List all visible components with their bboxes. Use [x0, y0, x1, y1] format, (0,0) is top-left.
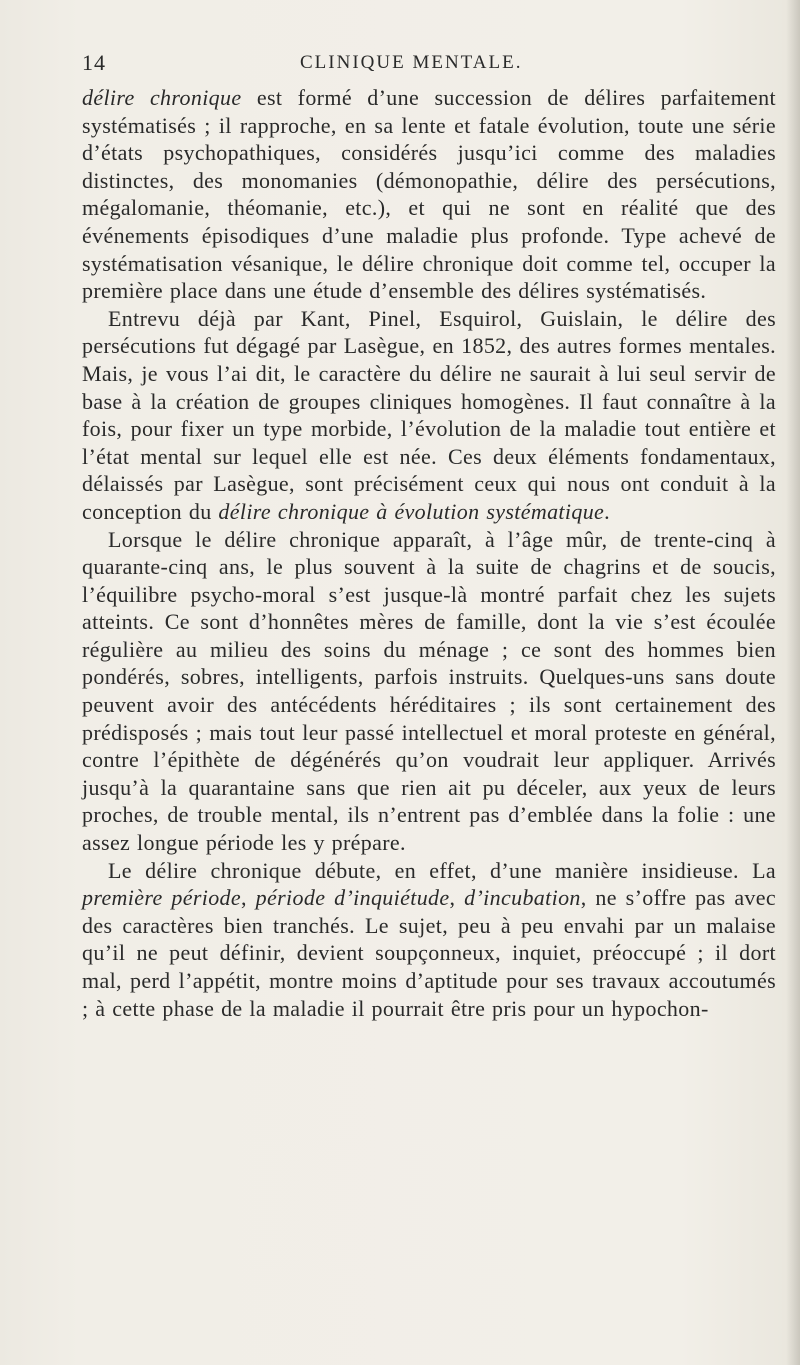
text-segment: ,	[449, 885, 465, 911]
body-text	[82, 84, 776, 1022]
text-segment: Entrevu déjà par Kant, Pinel, Esquirol, Guislain, le délire des persécutions fut dégagé par Lasègue, en 1852, des autres formes mentales. Mais, je vous l’ai dit, le caractère du délire ne saurait à lui seul servir de base à la création de groupes cliniques homogènes. Il faut connaître à la fois, pour fixer un type morbide, l’évolution de la maladie tout entière et l’état mental sur lequel elle est née. Ces deux éléments fondamentaux, délaissés par Lasègue, sont précisément ceux qui nous ont conduit à la conception du	[82, 305, 776, 524]
text-segment: , ne s’offre pas avec des caractères bien tranchés. Le sujet, peu à peu envahi par un malaise qu’il ne peut définir, devient soupçonneux, inquiet, préoccupé ; il dort mal, perd l’appétit, montre moins d’aptitude pour ses travaux accoutumés ; à cette phase de la maladie il pourrait être pris pour un hypochon-	[82, 885, 777, 1021]
text-segment: période d’inquiétude	[255, 885, 450, 911]
text-segment: Lorsque le délire chronique apparaît, à l’âge mûr, de trente-cinq à quarante-cinq ans, le plus souvent à la suite de chagrins et de soucis, l’équilibre psycho-moral s’est jusque-là montré parfait chez les sujets atteints. Ce sont d’honnêtes mères de famille, dont la vie s’est écoulée régulière au milieu des soins du ménage ; ce sont des hommes bien pondérés, sobres, intelligents, parfois instruits. Quelques-uns sans doute peuvent avoir des antécédents héréditaires ; ils sont certainement des prédisposés ; mais tout leur passé intellectuel et moral proteste en général, contre l’épithète de dégénérés qu’on voudrait leur appliquer. Arrivés jusqu’à la quarantaine sans que rien ait pu déceler, aux yeux de leurs proches, de trouble mental, ils n’entrent pas d’emblée dans la folie : une assez longue période les y prépare.	[82, 526, 776, 856]
paragraph-1	[82, 84, 776, 305]
text-segment: délire chronique	[82, 85, 242, 110]
text-segment: .	[604, 498, 611, 524]
text-segment: délire chronique à évolution systématique	[218, 498, 605, 524]
paragraph-4	[82, 857, 776, 1023]
text-segment: première période	[82, 885, 242, 911]
page-edge-shadow	[786, 0, 800, 1365]
paragraph-2	[82, 305, 776, 526]
page-number: 14	[82, 50, 106, 75]
text-segment: Le délire chronique débute, en effet, d’une manière insidieuse. La	[108, 857, 776, 883]
text-segment: est formé d’une succession de délires parfaitement systématisés ; il rapproche, en sa lente et fatale évolution, toute une série d’états psychopathiques, considérés jusqu’ici comme des maladies distinctes, des monomanies (démonopathie, délire des persécutions, mégalomanie, théomanie, etc.), et qui ne sont en réalité que des événements épisodiques d’une maladie plus profonde. Type achevé de systématisation vésanique, le délire chronique doit comme tel, occuper la première place dans une étude d’ensemble des délires systématisés.	[82, 85, 776, 304]
paragraph-3	[82, 526, 776, 857]
text-segment: ,	[241, 885, 256, 911]
text-segment: d’incubation	[464, 885, 581, 911]
running-title: CLINIQUE MENTALE.	[300, 52, 523, 73]
running-head	[82, 50, 772, 78]
